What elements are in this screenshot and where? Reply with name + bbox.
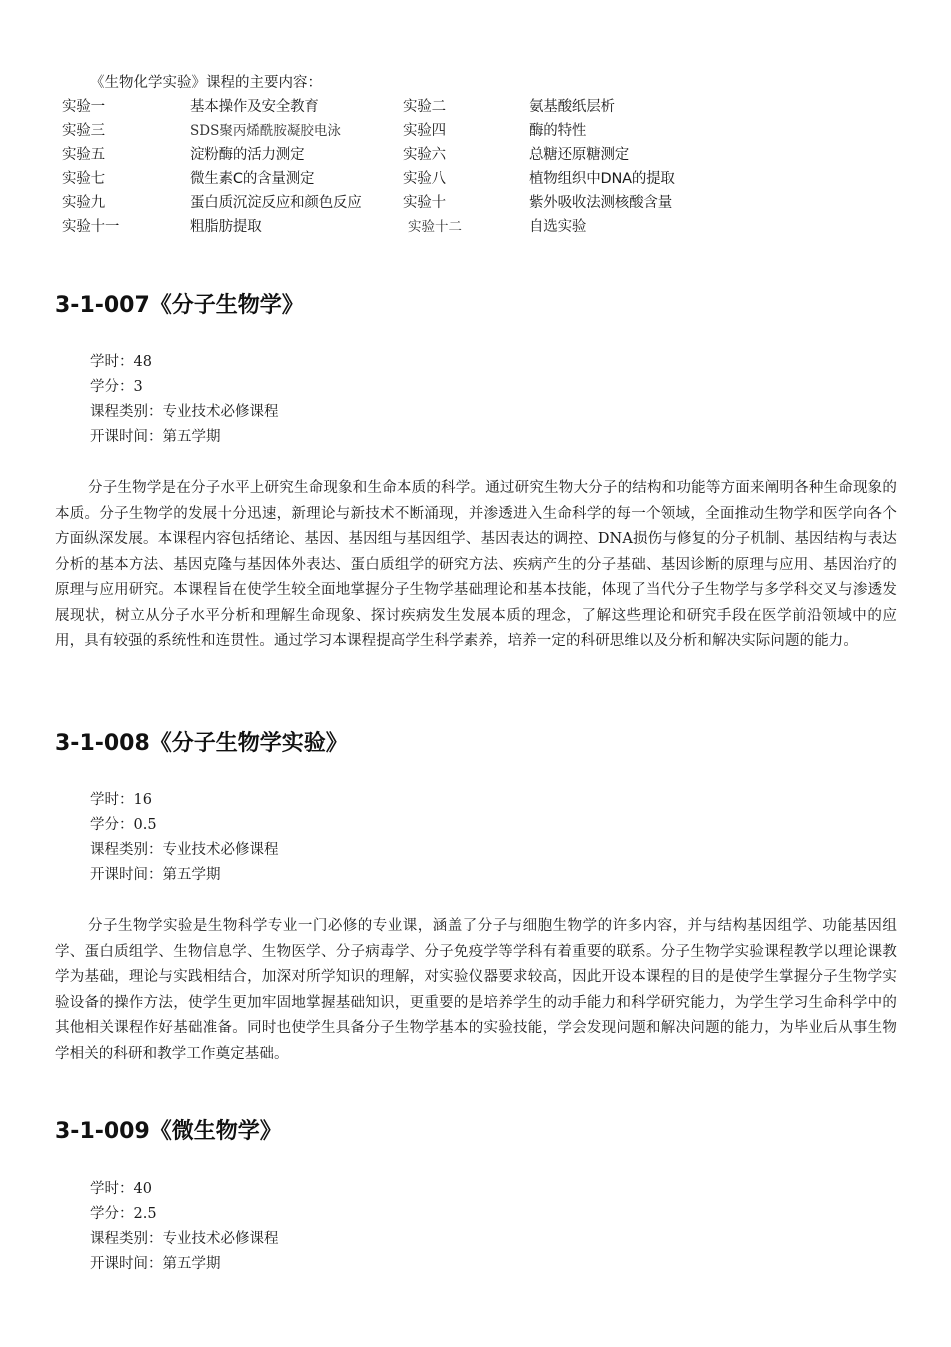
experiment-name: 微生素C的含量测定 bbox=[190, 171, 315, 187]
course-term: 开课时间：第五学期 bbox=[90, 429, 221, 445]
course-hours: 学时：16 bbox=[90, 792, 152, 808]
experiment-name: SDS聚丙烯酰胺凝胶电泳 bbox=[190, 123, 341, 139]
course-credits: 学分：2.5 bbox=[90, 1206, 157, 1222]
experiment-label: 实验二 bbox=[403, 99, 446, 115]
experiment-row bbox=[62, 191, 762, 215]
experiment-label: 实验十一 bbox=[62, 219, 120, 235]
course-meta bbox=[90, 788, 279, 888]
course-category: 课程类别：专业技术必修课程 bbox=[90, 1231, 279, 1247]
experiment-label: 实验十 bbox=[403, 195, 446, 211]
experiment-label: 实验四 bbox=[403, 123, 446, 139]
experiment-label: 实验一 bbox=[62, 99, 105, 115]
experiment-name: 总糖还原糖测定 bbox=[529, 147, 630, 163]
course-credits: 学分：3 bbox=[90, 379, 143, 395]
section-title-molecular-biology: 3-1-007《分子生物学》 bbox=[55, 293, 304, 318]
course-category: 课程类别：专业技术必修课程 bbox=[90, 842, 279, 858]
experiment-row bbox=[62, 95, 762, 119]
experiment-row bbox=[62, 119, 762, 143]
experiment-name: 自选实验 bbox=[529, 219, 587, 235]
experiment-label: 实验三 bbox=[62, 123, 105, 139]
experiment-label: 实验十二 bbox=[408, 219, 462, 235]
experiment-name: 基本操作及安全教育 bbox=[190, 99, 319, 115]
experiment-name: 酶的特性 bbox=[529, 123, 587, 139]
experiment-label: 实验九 bbox=[62, 195, 105, 211]
course-term: 开课时间：第五学期 bbox=[90, 1256, 221, 1272]
experiment-name: 淀粉酶的活力测定 bbox=[190, 147, 305, 163]
course-meta bbox=[90, 350, 279, 450]
course-description: 分子生物学是在分子水平上研究生命现象和生命本质的科学。通过研究生物大分子的结构和功能等方面来阐明各种生命现象的本质。分子生物学的发展十分迅速，新理论与新技术不断涌现，并渗透进入生命科学的每一个领域，全面推动生物学和医学向各个方面纵深发展。本课程内容包括绪论、基因、基因组与基因组学、基因表达的调控、DNA损伤与修复的分子机制、基因结构与表达分析的基本方法、基因克隆与基因体外表达、蛋白质组学的研究方法、疾病产生的分子基础、基因诊断的原理与应用、基因治疗的原理与应用研究。本课程旨在使学生较全面地掌握分子生物学基础理论和基本技能，体现了当代分子生物学与多学科交叉与渗透发展现状，树立从分子水平分析和理解生命现象、探讨疾病发生发展本质的理念，了解这些理论和研究手段在医学前沿领域中的应用，具有较强的系统性和连贯性。通过学习本课程提高学生科学素养，培养一定的科研思维以及分析和解决实际问题的能力。 bbox=[55, 480, 897, 649]
section-title-microbiology: 3-1-009《微生物学》 bbox=[55, 1119, 282, 1144]
experiment-row bbox=[62, 215, 762, 239]
course-meta bbox=[90, 1177, 279, 1277]
experiment-name: 蛋白质沉淀反应和颜色反应 bbox=[190, 195, 362, 211]
course-term: 开课时间：第五学期 bbox=[90, 867, 221, 883]
experiment-table bbox=[62, 95, 762, 239]
experiment-name: 粗脂肪提取 bbox=[190, 219, 262, 235]
course-description: 分子生物学实验是生物科学专业一门必修的专业课，涵盖了分子与细胞生物学的许多内容，并与结构基因组学、功能基因组学、蛋白质组学、生物信息学、生物医学、分子病毒学、分子免疫学等学科有着重要的联系。分子生物学实验课程教学以理论课教学为基础，理论与实践相结合，加深对所学知识的理解，对实验仪器要求较高，因此开设本课程的目的是使学生掌握分子生物学实验设备的操作方法，使学生更加牢固地掌握基础知识，更重要的是培养学生的动手能力和科学研究能力，为学生学习生命科学中的其他相关课程作好基础准备。同时也使学生具备分子生物学基本的实验技能，学会发现问题和解决问题的能力，为毕业后从事生物学相关的科研和教学工作奠定基础。 bbox=[55, 918, 897, 1062]
experiment-name: 植物组织中DNA的提取 bbox=[529, 171, 675, 187]
experiment-row bbox=[62, 167, 762, 191]
experiment-name: 紫外吸收法测核酸含量 bbox=[529, 195, 672, 211]
course-credits: 学分：0.5 bbox=[90, 817, 157, 833]
biochem-lab-intro: 《生物化学实验》课程的主要内容： bbox=[90, 75, 322, 91]
course-category: 课程类别：专业技术必修课程 bbox=[90, 404, 279, 420]
section-title-molecular-biology-lab: 3-1-008《分子生物学实验》 bbox=[55, 731, 348, 756]
experiment-name: 氨基酸纸层析 bbox=[529, 99, 615, 115]
course-hours: 学时：48 bbox=[90, 354, 152, 370]
experiment-row bbox=[62, 143, 762, 167]
course-hours: 学时：40 bbox=[90, 1181, 152, 1197]
experiment-label: 实验五 bbox=[62, 147, 105, 163]
experiment-label: 实验六 bbox=[403, 147, 446, 163]
experiment-label: 实验八 bbox=[403, 171, 446, 187]
experiment-label: 实验七 bbox=[62, 171, 105, 187]
